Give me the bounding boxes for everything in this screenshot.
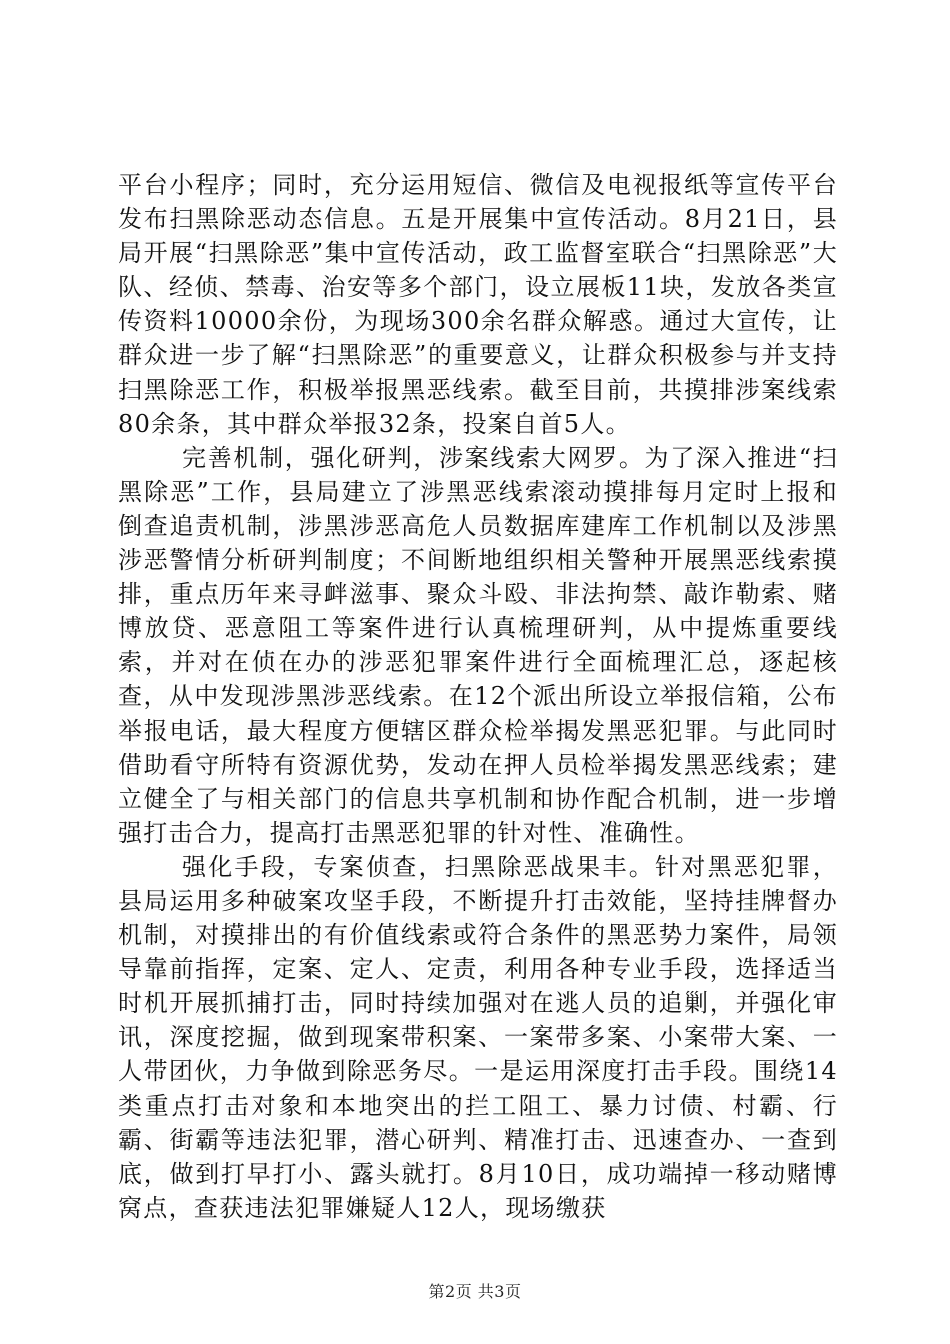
paragraph-3: 强化手段，专案侦查，扫黑除恶战果丰。针对黑恶犯罪，县局运用多种破案攻坚手段，不断提升打击效能，坚持挂牌督办机制，对摸排出的有价值线索或符合条件的黑恶势力案件，局领导靠前指挥，定案、定人、定责，利用各种专业手段，选择适当时机开展抓捕打击，同时持续加强对在逃人员的追剿，并强化审讯，深度挖掘，做到现案带积案、一案带多案、小案带大案、一人带团伙，力争做到除恶务尽。一是运用深度打击手段。围绕14类重点打击对象和本地突出的拦工阻工、暴力讨债、村霸、行霸、街霸等违法犯罪，潜心研判、精准打击、迅速查办、一查到底，做到打早打小、露头就打。8月10日，成功端掉一移动赌博窝点，查获违法犯罪嫌疑人12人，现场缴获 — [118, 852, 838, 1222]
document-body — [118, 168, 838, 1225]
page-number-footer: 第2页 共3页 — [428, 1282, 522, 1301]
paragraph-1: 平台小程序；同时，充分运用短信、微信及电视报纸等宣传平台发布扫黑除恶动态信息。五是开展集中宣传活动。8月21日，县局开展“扫黑除恶”集中宣传活动，政工监督室联合“扫黑除恶”大队、经侦、禁毒、治安等多个部门，设立展板11块，发放各类宣传资料10000余份，为现场300余名群众解惑。通过大宣传，让群众进一步了解“扫黑除恶”的重要意义，让群众积极参与并支持扫黑除恶工作，积极举报黑恶线索。截至目前，共摸排涉案线索80余条，其中群众举报32条，投案自首5人。 — [118, 171, 838, 438]
paragraph-2: 完善机制，强化研判，涉案线索大网罗。为了深入推进“扫黑除恶”工作，县局建立了涉黑恶线索滚动摸排每月定时上报和倒查追责机制，涉黑涉恶高危人员数据库建库工作机制以及涉黑涉恶警情分析研判制度；不间断地组织相关警种开展黑恶线索摸排，重点历年来寻衅滋事、聚众斗殴、非法拘禁、敲诈勒索、赌博放贷、恶意阻工等案件进行认真梳理研判，从中提炼重要线索，并对在侦在办的涉恶犯罪案件进行全面梳理汇总，逐起核查，从中发现涉黑涉恶线索。在12个派出所设立举报信箱，公布举报电话，最大程度方便辖区群众检举揭发黑恶犯罪。与此同时借助看守所特有资源优势，发动在押人员检举揭发黑恶线索；建立健全了与相关部门的信息共享机制和协作配合机制，进一步增强打击合力，提高打击黑恶犯罪的针对性、准确性。 — [118, 443, 838, 847]
